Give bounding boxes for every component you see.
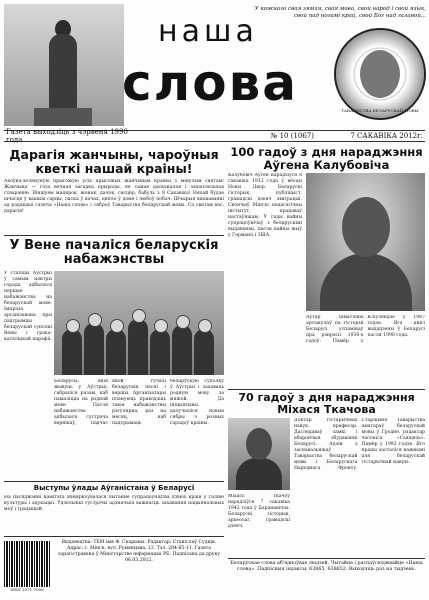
vystupy-text: На пасяджэнні камітэта абмяркоўвалася пытанне супрацоўніцтва дзвюх краін у галіне культуры і адукацыі. Удзельнікі сустрэчы адзначылі важнасць захавання нацыянальных моў і традыцый. <box>4 494 224 512</box>
divider <box>4 235 224 236</box>
issue-info-bar <box>4 130 425 142</box>
portrait-body <box>236 458 282 490</box>
headline-kalubovich: 100 гадоў з дня нараджэння Аўгена Калубовіча <box>230 145 423 172</box>
right-column <box>228 146 425 570</box>
kalubovich-text-1: Калубовіч Аўген нарадзіўся 8 сакавіка 1912 года ў вёсцы Новы Двор. Беларускі гісторык, публіцыст, грамадскі дзеяч эміграцыі. Скончыў Мінскі педагагічны інстытут, працаваў настаўнікам. У гады вайны супрацоўнічаў з беларускімі выданнямі, пасля вайны жыў у Германіі і ЗША. <box>228 173 302 239</box>
photo-person <box>128 319 148 375</box>
seal-portrait <box>360 50 400 98</box>
headline-women-greeting: Дарагія жанчыны, чароўныя кветкі нашай краіны! <box>9 147 219 176</box>
seal-caption: ТАВАРЫСТВА БЕЛАРУСКАЙ МОВЫ <box>341 108 419 113</box>
issue-date: 7 САКАВІКА 2012г. <box>350 132 423 140</box>
divider <box>228 389 425 390</box>
tkachou-text-2: Доктар гістарычных навук, прафесар. Даследаваў замкі і абарончыя збудаванні Беларусі. Адзін з заснавальнікаў Таварыства беларускай мовы і Беларускага Народнага Фронту. Старшыня Таварыства аматараў беларускай мовы ў Гродне, рэдактар часопіса «Сьвіцязь». Памёр у 1992 годзе. Яго працы засталіся важнымі для беларускай гістарычнай навукі. <box>294 418 425 472</box>
kalubovich-article <box>228 173 425 387</box>
photo-person <box>62 329 82 375</box>
emblem-seal <box>334 28 426 120</box>
headline-vystupy: Выступы ўлады Аўганістана ў Беларусі <box>33 484 195 493</box>
portrait-shoulders <box>320 253 412 311</box>
issn-number: ISSN 2071-7008 <box>4 587 50 595</box>
colophon <box>4 536 224 596</box>
publication-since: Газета выходзіць з чэрвеня 1990 года <box>6 128 128 144</box>
left-column <box>4 146 224 521</box>
tkachou-text-1: Міхась Ткачоў нарадзіўся 7 сакавіка 1942 года ў Баранавічах. Беларускі гісторык, археолаг, грамадскі дзеяч. <box>228 494 290 530</box>
statue-pedestal <box>34 108 92 126</box>
masthead-title-line2: слова <box>122 54 298 112</box>
issue-number: № 10 (1067) <box>270 132 314 140</box>
portrait-head <box>246 428 272 460</box>
vienna-text-left: У сталіцы Аўстрыі ў самым цэнтры горада адбылося першае набажэнства на беларускай мове. Імпрэза арганізавана пры падтрымцы беларускай суполкі Вены і грэка-каталіцкай парафіі. <box>4 271 52 343</box>
vienna-group-photo <box>54 271 224 375</box>
photo-person <box>84 323 104 375</box>
tkachou-portrait <box>228 418 290 490</box>
divider <box>4 481 224 482</box>
masthead-motto: У кожнага свая зямля, свая мова, свой народ і свой язык, свой пад ногамі край, свой Бог над галавой... <box>254 6 426 19</box>
photo-person <box>150 329 170 375</box>
vienna-text-body: Беларусы, якія жывуць у Аўстрыі, сабраліся разам, каб памаліцца на роднай мове. Пасля набажэнства адбылася сустрэча вернікаў, падчас якой гучалі беларускія песні і вершы. Арганізатары плануюць праводзіць такія набажэнствы рэгулярна, раз на месяц, каб падтрымаць беларускую суполку ў Аўстрыі і захаваць родную мову за мяжой. Да ініцыятывы далучыліся новыя сябры з розных гарадоў краіны. <box>54 379 224 427</box>
masthead-title-line1: наша <box>158 14 258 49</box>
colophon-text: Выдавецтва: ТБМ імя Ф. Скарыны. Рэдактар: Станіслаў Суднік. Адрас: г. Мінск, вул. Румянцава, 13. Тэл. 284-85-11. Газета зарэгістравана ў Міністэрстве інфармацыі РБ. Падпісана да друку 06.03.2012. <box>57 540 221 563</box>
photo-person <box>106 329 126 375</box>
statue-figure <box>49 34 77 114</box>
women-greeting-text: Ахоўна-зелянуную прыгожую ўсіх прыгожых жанчынам краіны з мінулым святам! Жанчына — гэта вечная загадка прыроды, яе самая дасканалая і захапляльная стварэнне. Віншуем мацярок, жонак, дачок, сясцёр, бабуль з 8 Сакавіка! Няхай будзе шчасце ў вашым сэрцы, ласка ў вачах, цяпло ў доме і любоў побач. Шчырыя віншаванні ад рэдакцыі газеты «Наша слова» і сяброў Таварыства беларускай мовы. Са святам вас, дарагія! <box>4 178 224 214</box>
kalubovich-portrait <box>306 173 425 311</box>
masthead-photo <box>4 4 124 126</box>
photo-person <box>194 329 214 375</box>
headline-vienna-services: У Вене пачаліся беларускія набажэнствы <box>9 237 219 267</box>
kalubovich-text-2: Аўтар шматлікіх артыкулаў па гісторыі Беларусі, успамінаў пра рэпрэсіі 1930-х гадоў. Памёр у Кліўлендзе ў 1987 годзе. Яго кнігі выдадзены ў Беларусі пасля 1990 года. <box>306 315 425 345</box>
portrait-head <box>342 197 390 257</box>
headline-tkachou: 70 гадоў з дня нараджэння Міхася Ткачова <box>238 391 415 417</box>
photo-person <box>172 325 192 375</box>
barcode <box>4 541 50 593</box>
footer-notice: Беларускае слова аб'ядноўвае людзей. Чытайце і распаўсюджвайце «Наша слова». Падпісныя індэксы: 63865, 638652. Выходзіць раз на тыдзень. <box>228 558 425 596</box>
vienna-article <box>4 271 224 479</box>
tkachou-article <box>228 418 425 570</box>
